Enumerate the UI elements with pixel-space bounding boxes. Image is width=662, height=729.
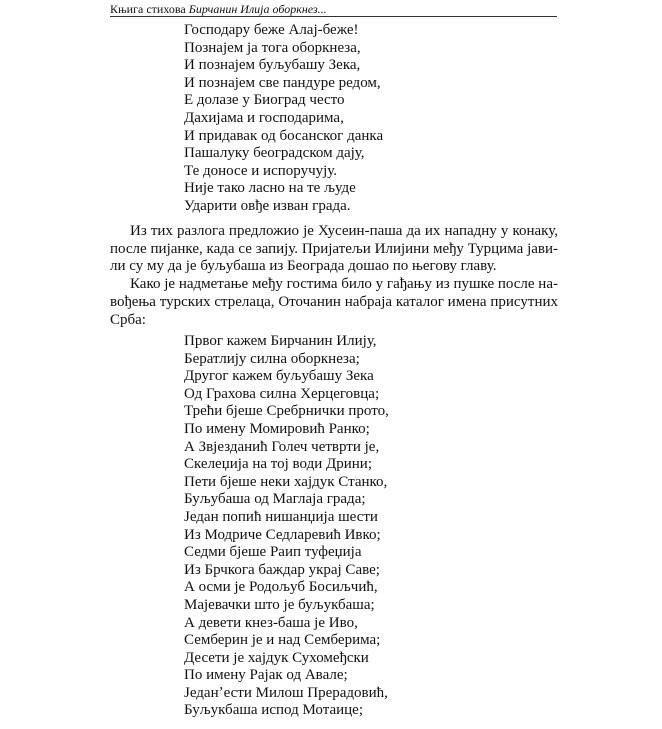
poem-line: Из Брчкога баждар украј Саве; xyxy=(184,561,380,578)
poem-line: Седми бјеше Раип туфеџија xyxy=(184,544,362,561)
poem-line: Првог кажем Бирчанин Илију, xyxy=(184,333,377,349)
paragraph-line: Срба: xyxy=(110,311,146,328)
poem-stanza-1 xyxy=(184,22,383,216)
poem-line: Један попић нишанџија шести xyxy=(184,508,378,525)
poem-line: Е долазе у Биоград често xyxy=(184,92,345,109)
paragraph-line: вођења турских стрелаца, Оточанин набраја каталог имена присутних xyxy=(110,293,558,310)
poem-line: Господару беже Алај-беже! xyxy=(184,22,359,38)
prose-section xyxy=(110,223,558,329)
poem-line: Другог кажем буљубашу Зека xyxy=(184,368,374,385)
poem-line: Из Модриче Седларевић Ивко; xyxy=(184,526,381,543)
poem-line: Ударити овђе изван града. xyxy=(184,197,351,214)
poem-line: Пашалуку београдском дају, xyxy=(184,145,365,162)
paragraph-1 xyxy=(110,223,558,276)
poem-line: По имену Момировић Ранко; xyxy=(184,420,370,437)
paragraph-line: Из тих разлога предложио је Хусеин-паша да их нападну у конаку, xyxy=(130,223,558,239)
poem-line: Пети бјеше неки хајдук Станко, xyxy=(184,473,388,490)
poem-line: По имену Рајак од Авале; xyxy=(184,667,348,684)
paragraph-line: Како је надметање међу гостима било у гађању из пушке после на- xyxy=(130,276,558,293)
poem-line: Трећи бјеше Сребрнички прото, xyxy=(184,403,389,420)
poem-line: Семберин је и над Семберима; xyxy=(184,632,381,649)
poem-line: Дахијама и господарима, xyxy=(184,109,344,126)
header-book-title: Књига стихова xyxy=(110,2,186,16)
header-chapter-title: Бирчанин Илија оборкнез... xyxy=(188,2,327,16)
running-header xyxy=(110,3,327,16)
poem-line: Од Грахова силна Херцеговца; xyxy=(184,385,380,402)
poem-line: Те доносе и испоручују. xyxy=(184,162,338,179)
poem-line: Буљукбаша испод Мотаице; xyxy=(184,702,364,719)
poem-line: А осми је Родољуб Босиљчић, xyxy=(184,579,378,596)
poem-line: Десети је хајдук Сухомеђски xyxy=(184,649,369,666)
poem-stanza-2 xyxy=(184,333,389,720)
poem-line: А девети кнез-баша је Иво, xyxy=(184,614,358,631)
paragraph-line: ли су му да је буљубаша из Београда дошао по његову главу. xyxy=(110,258,497,275)
poem-line: И познајем буљубашу Зека, xyxy=(184,57,361,74)
header-rule xyxy=(110,16,557,17)
poem-line: Мајевачки што је буљукбаша; xyxy=(184,596,375,613)
poem-line: Једанʼести Милош Прерадовић, xyxy=(184,684,388,701)
paragraph-line: после пијанке, када се запију. Пријатељи Илијини међу Турцима јави- xyxy=(110,240,558,257)
paragraph-2 xyxy=(110,276,558,329)
poem-line: И придавак од босанског данка xyxy=(184,127,384,144)
poem-line: А Звјезданић Голеч четврти је, xyxy=(184,438,380,455)
poem-line: Буљубаша од Маглаја града; xyxy=(184,491,366,508)
poem-line: Познајем ја тога оборкнеза, xyxy=(184,39,361,56)
poem-line: Бератлију силна оборкнеза; xyxy=(184,350,360,367)
poem-line: Скелеџија на тој води Дрини; xyxy=(184,456,372,473)
poem-line: И познајем све пандуре редом, xyxy=(184,74,381,91)
poem-line: Није тако ласно на те људе xyxy=(184,180,356,197)
